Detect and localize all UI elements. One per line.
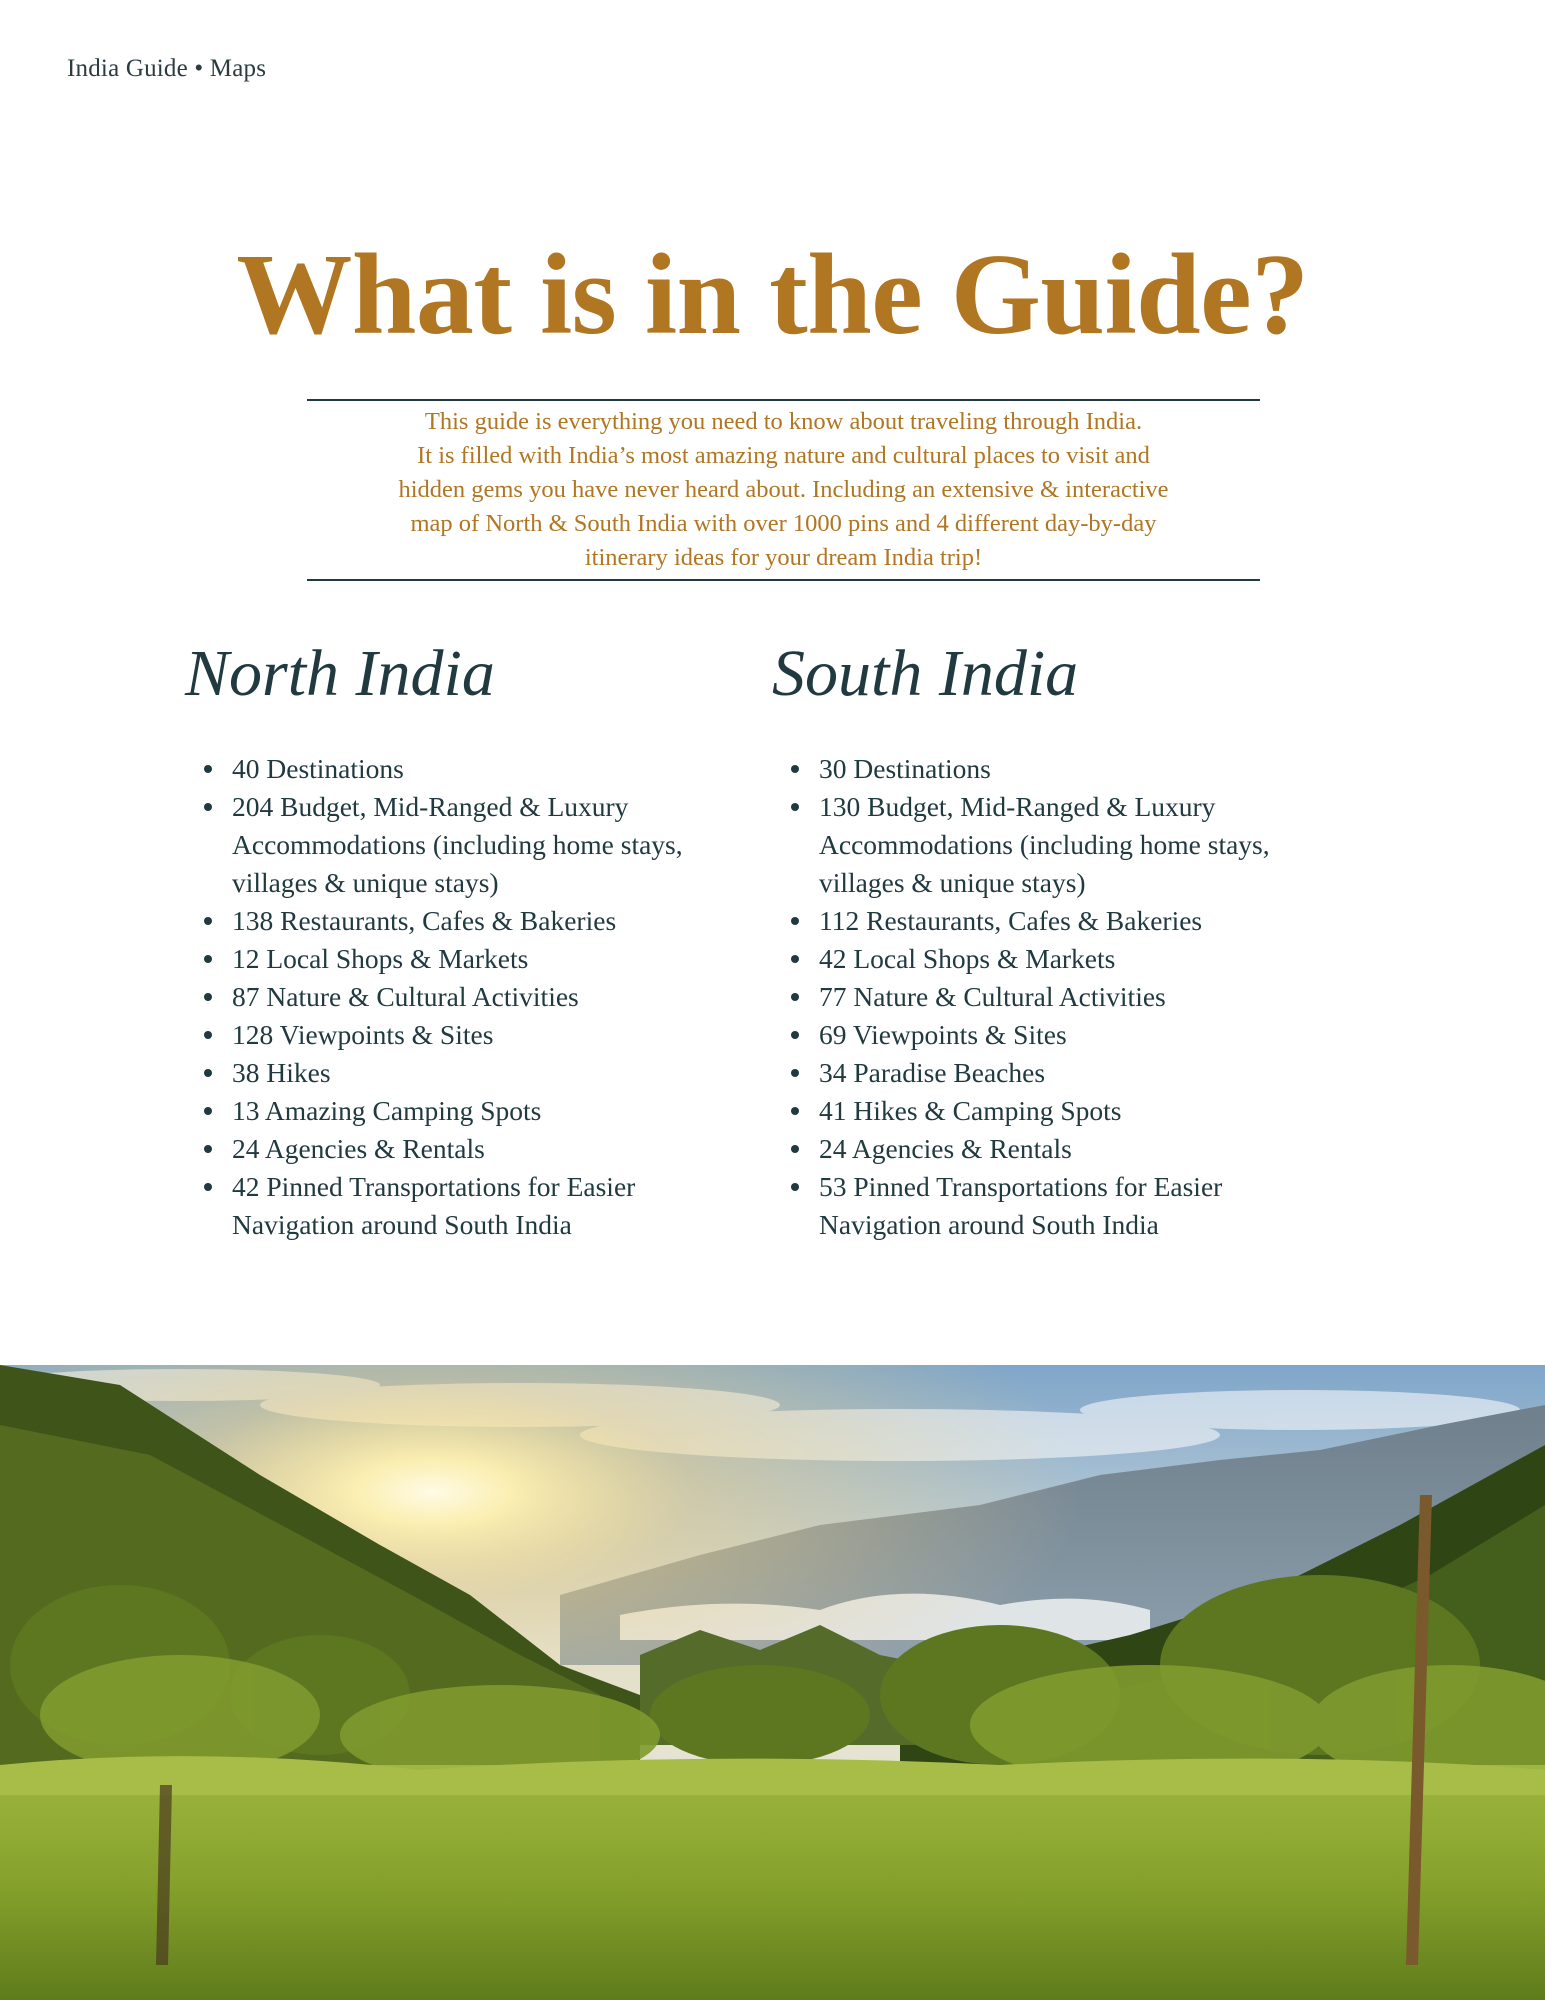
list-item-text: 24 Agencies & Rentals bbox=[819, 1133, 1072, 1164]
list-item bbox=[819, 1092, 1359, 1130]
divider-bottom bbox=[307, 579, 1260, 581]
bullet-icon bbox=[791, 1183, 799, 1191]
list-item-text: 130 Budget, Mid-Ranged & Luxury bbox=[819, 791, 1216, 822]
list-item bbox=[232, 1168, 772, 1244]
list-item-text: 13 Amazing Camping Spots bbox=[232, 1095, 542, 1126]
list-item-text: 204 Budget, Mid-Ranged & Luxury bbox=[232, 791, 629, 822]
list-item-text: 42 Pinned Transportations for Easier bbox=[232, 1171, 636, 1202]
list-item-text: 40 Destinations bbox=[232, 753, 404, 784]
bullet-icon bbox=[791, 1031, 799, 1039]
list-item-text: villages & unique stays) bbox=[819, 867, 1086, 898]
list-item bbox=[232, 788, 772, 902]
bullet-icon bbox=[204, 1107, 212, 1115]
list-item bbox=[232, 1130, 772, 1168]
bullet-icon bbox=[791, 993, 799, 1001]
intro-line: It is filled with India’s most amazing nature and cultural places to visit and bbox=[417, 442, 1150, 469]
list-item bbox=[819, 1016, 1359, 1054]
list-item-text: 42 Local Shops & Markets bbox=[819, 943, 1116, 974]
north-india-section bbox=[185, 632, 775, 1240]
bullet-icon bbox=[204, 1031, 212, 1039]
list-item-text: 38 Hikes bbox=[232, 1057, 331, 1088]
list-item-text: Navigation around South India bbox=[819, 1209, 1159, 1240]
list-item-text: 69 Viewpoints & Sites bbox=[819, 1019, 1067, 1050]
bullet-icon bbox=[791, 765, 799, 773]
bullet-icon bbox=[791, 1107, 799, 1115]
bullet-icon bbox=[791, 803, 799, 811]
bullet-icon bbox=[204, 1069, 212, 1077]
list-item bbox=[819, 750, 1359, 788]
list-item bbox=[232, 940, 772, 978]
intro-paragraph bbox=[307, 405, 1260, 575]
bullet-icon bbox=[204, 917, 212, 925]
bullet-icon bbox=[791, 1145, 799, 1153]
list-item bbox=[232, 1092, 772, 1130]
south-india-heading: South India bbox=[772, 637, 1079, 710]
list-item bbox=[819, 1130, 1359, 1168]
list-item-text: 53 Pinned Transportations for Easier bbox=[819, 1171, 1223, 1202]
list-item-text: 77 Nature & Cultural Activities bbox=[819, 981, 1166, 1012]
list-item-text: 87 Nature & Cultural Activities bbox=[232, 981, 579, 1012]
list-item-text: 30 Destinations bbox=[819, 753, 991, 784]
bullet-icon bbox=[791, 1069, 799, 1077]
list-item-text: 41 Hikes & Camping Spots bbox=[819, 1095, 1122, 1126]
page-title: What is in the Guide? bbox=[236, 231, 1309, 359]
divider-top bbox=[307, 399, 1260, 401]
list-item-text: 24 Agencies & Rentals bbox=[232, 1133, 485, 1164]
bullet-icon bbox=[204, 765, 212, 773]
list-item bbox=[232, 750, 772, 788]
breadcrumb: India Guide • Maps bbox=[67, 55, 267, 82]
list-item bbox=[232, 1016, 772, 1054]
landscape-illustration bbox=[0, 1365, 1545, 2000]
list-item bbox=[232, 978, 772, 1016]
intro-line: This guide is everything you need to know about traveling through India. bbox=[424, 408, 1143, 435]
mountain-sunrise-photo bbox=[0, 1365, 1545, 2000]
list-item bbox=[819, 1054, 1359, 1092]
bullet-icon bbox=[204, 1183, 212, 1191]
bullet-icon bbox=[791, 955, 799, 963]
list-item-text: 34 Paradise Beaches bbox=[819, 1057, 1046, 1088]
list-item-text: Accommodations (including home stays, bbox=[232, 829, 683, 860]
list-item bbox=[819, 978, 1359, 1016]
bullet-icon bbox=[204, 1145, 212, 1153]
list-item-text: 138 Restaurants, Cafes & Bakeries bbox=[232, 905, 617, 936]
list-item-text: Accommodations (including home stays, bbox=[819, 829, 1270, 860]
intro-line: hidden gems you have never heard about. Including an extensive & interactive bbox=[398, 476, 1169, 503]
list-item bbox=[232, 1054, 772, 1092]
south-india-section bbox=[772, 632, 1362, 1240]
list-item-text: Navigation around South India bbox=[232, 1209, 572, 1240]
list-item-text: villages & unique stays) bbox=[232, 867, 499, 898]
intro-line: map of North & South India with over 1000 pins and 4 different day-by-day bbox=[410, 510, 1157, 537]
list-item-text: 128 Viewpoints & Sites bbox=[232, 1019, 494, 1050]
bullet-icon bbox=[204, 803, 212, 811]
north-india-heading: North India bbox=[185, 637, 495, 710]
north-india-list bbox=[232, 750, 772, 1244]
bullet-icon bbox=[204, 993, 212, 1001]
intro-line: itinerary ideas for your dream India trip! bbox=[584, 544, 983, 571]
list-item-text: 112 Restaurants, Cafes & Bakeries bbox=[819, 905, 1203, 936]
list-item bbox=[819, 788, 1359, 902]
list-item bbox=[819, 940, 1359, 978]
list-item-text: 12 Local Shops & Markets bbox=[232, 943, 529, 974]
list-item bbox=[819, 902, 1359, 940]
bullet-icon bbox=[204, 955, 212, 963]
list-item bbox=[819, 1168, 1359, 1244]
south-india-list bbox=[819, 750, 1359, 1244]
bullet-icon bbox=[791, 917, 799, 925]
list-item bbox=[232, 902, 772, 940]
